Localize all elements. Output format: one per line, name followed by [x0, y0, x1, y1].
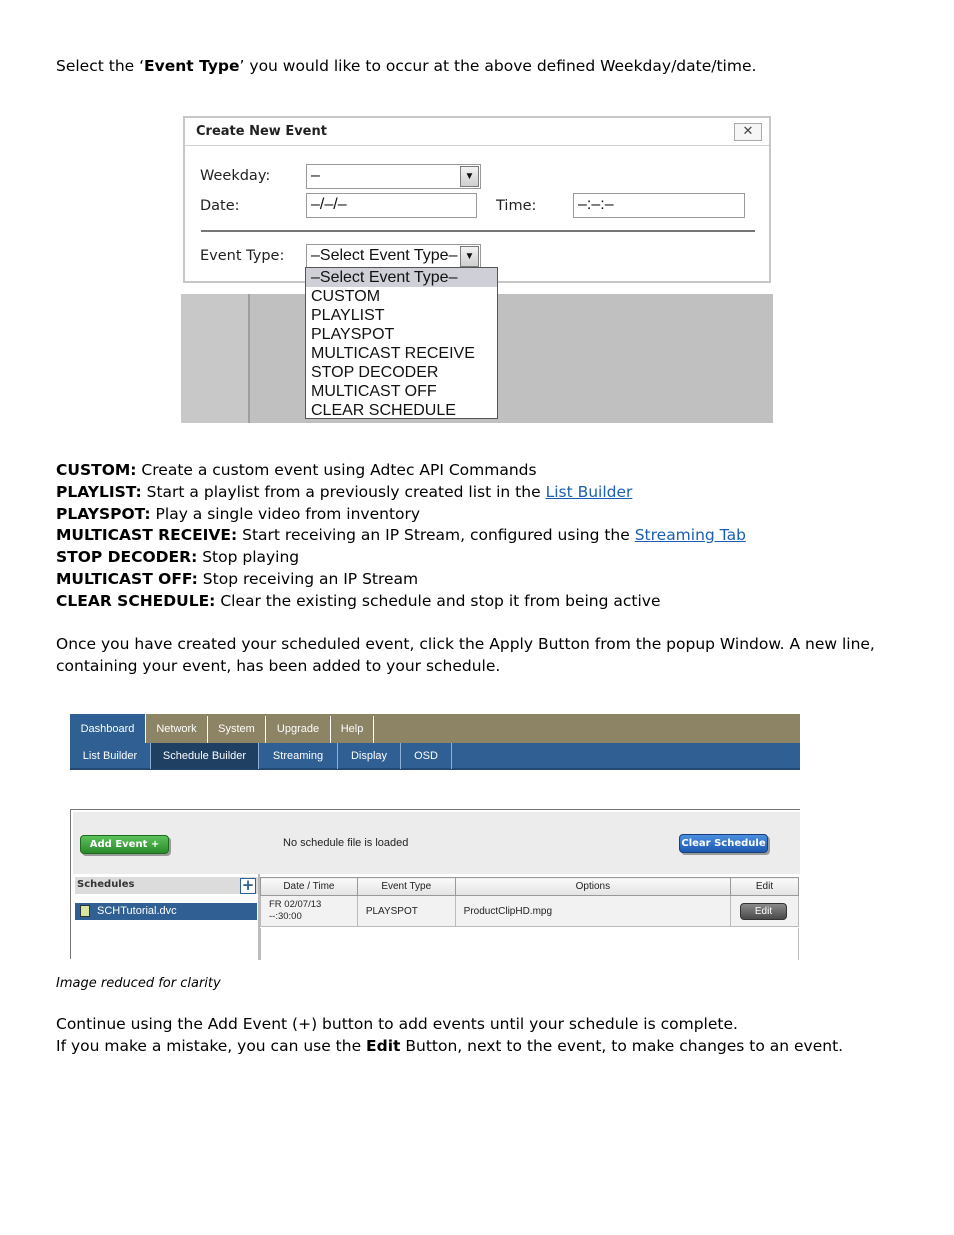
col-event-type: Event Type [357, 878, 455, 896]
intro-paragraph [56, 55, 756, 77]
desc: Play a single video from inventory [150, 505, 421, 523]
tab-dashboard[interactable]: Dashboard [70, 714, 146, 743]
text: Button, next to the event, to make changes to an event. [400, 1037, 844, 1055]
definition-stop-decoder [56, 546, 299, 568]
term: MULTICAST OFF: [56, 570, 198, 588]
col-options: Options [455, 878, 730, 896]
date-field[interactable]: –/–/– [306, 193, 477, 218]
caption: Image reduced for clarity [56, 976, 221, 991]
table-empty-area [260, 928, 799, 960]
option-playspot[interactable]: PLAYSPOT [311, 326, 395, 343]
option-select-event-type[interactable]: –Select Event Type– [306, 268, 497, 287]
tab-list-builder[interactable]: List Builder [70, 743, 151, 769]
tab-schedule-builder[interactable]: Schedule Builder [151, 743, 259, 769]
term: STOP DECODER: [56, 548, 198, 566]
divider [201, 230, 755, 232]
intro-bold: Event Type [144, 57, 240, 75]
paragraph-line: containing your event, has been added to your schedule. [56, 657, 501, 675]
schedule-status: No schedule file is loaded [283, 837, 409, 849]
schedule-file-name: SCHTutorial.dvc [97, 905, 177, 917]
tab-streaming[interactable]: Streaming [259, 743, 338, 769]
clear-schedule-button[interactable]: Clear Schedule [679, 834, 768, 853]
streaming-tab-link[interactable]: Streaming Tab [634, 526, 746, 544]
event-type-value: –Select Event Type– [311, 247, 458, 264]
event-type-select[interactable] [306, 244, 481, 269]
term: PLAYLIST: [56, 483, 142, 501]
dialog-title: Create New Event [185, 118, 769, 146]
desc: Clear the existing schedule and stop it from being active [215, 592, 661, 610]
add-event-button[interactable]: Add Event + [80, 835, 169, 854]
sub-nav [70, 743, 800, 770]
option-custom[interactable]: CUSTOM [311, 288, 381, 305]
definition-custom [56, 459, 537, 481]
event-type-options [305, 267, 498, 419]
desc: Stop receiving an IP Stream [197, 570, 419, 588]
schedules-heading: Schedules [75, 877, 259, 894]
definition-playlist [56, 481, 632, 503]
term: CUSTOM: [56, 461, 137, 479]
desc: Start receiving an IP Stream, configured using the [237, 526, 635, 544]
col-edit: Edit [731, 878, 799, 896]
tab-network[interactable]: Network [146, 716, 208, 743]
col-date-time: Date / Time [261, 878, 358, 896]
option-clear-schedule[interactable]: CLEAR SCHEDULE [311, 402, 456, 419]
event-type-label: Event Type: [200, 248, 285, 264]
definition-multicast-receive [56, 524, 746, 546]
row-time: --:30:00 [269, 911, 302, 922]
background-panel-left [181, 294, 250, 423]
option-multicast-off[interactable]: MULTICAST OFF [311, 383, 437, 400]
schedule-file-item[interactable] [75, 903, 257, 920]
paragraph-line: Continue using the Add Event (+) button to add events until your schedule is complete. [56, 1015, 738, 1033]
weekday-select[interactable] [306, 164, 481, 189]
term: PLAYSPOT: [56, 505, 151, 523]
time-field[interactable]: –:–:– [573, 193, 745, 218]
file-icon [80, 905, 90, 917]
cell-date-time [261, 896, 358, 927]
tab-upgrade[interactable]: Upgrade [266, 716, 331, 743]
close-icon[interactable]: ✕ [734, 123, 762, 141]
cell-edit [731, 896, 799, 927]
desc: Start a playlist from a previously created list in the [141, 483, 546, 501]
time-label: Time: [496, 198, 537, 214]
definition-clear-schedule [56, 590, 661, 612]
schedule-builder-panel [70, 809, 800, 959]
tab-display[interactable]: Display [338, 743, 401, 769]
text: If you make a mistake, you can use the [56, 1037, 367, 1055]
list-builder-link[interactable]: List Builder [545, 483, 633, 501]
tab-system[interactable]: System [208, 716, 266, 743]
create-event-dialog [183, 116, 771, 283]
intro-text: Select the ‘ [56, 57, 145, 75]
tab-help[interactable]: Help [331, 716, 374, 743]
weekday-label: Weekday: [200, 168, 271, 184]
edit-button[interactable]: Edit [740, 903, 787, 920]
weekday-value: – [311, 167, 320, 184]
option-multicast-receive[interactable]: MULTICAST RECEIVE [311, 345, 475, 362]
tab-osd[interactable]: OSD [401, 743, 452, 769]
chevron-down-icon[interactable]: ▼ [460, 166, 479, 187]
schedule-table [260, 877, 799, 927]
top-nav [70, 714, 800, 743]
chevron-down-icon[interactable]: ▼ [460, 246, 479, 267]
table-header [261, 878, 799, 896]
term: CLEAR SCHEDULE: [56, 592, 216, 610]
cell-event-type: PLAYSPOT [357, 896, 455, 927]
add-schedule-icon[interactable]: + [241, 876, 255, 894]
term: MULTICAST RECEIVE: [56, 526, 238, 544]
date-label: Date: [200, 198, 240, 214]
row-date: FR 02/07/13 [269, 899, 322, 910]
definition-playspot [56, 503, 420, 525]
schedule-toolbar [73, 812, 800, 874]
option-playlist[interactable]: PLAYLIST [311, 307, 385, 324]
paragraph-line [56, 1035, 843, 1057]
desc: Create a custom event using Adtec API Commands [136, 461, 537, 479]
table-row [261, 896, 799, 927]
paragraph-line: Once you have created your scheduled event, click the Apply Button from the popup Window. A new line, [56, 635, 875, 653]
desc: Stop playing [197, 548, 300, 566]
bold-text: Edit [366, 1037, 401, 1055]
definition-multicast-off [56, 568, 418, 590]
cell-options: ProductClipHD.mpg [455, 896, 730, 927]
intro-text-end: ’ you would like to occur at the above defined Weekday/date/time. [239, 57, 757, 75]
option-stop-decoder[interactable]: STOP DECODER [311, 364, 439, 381]
